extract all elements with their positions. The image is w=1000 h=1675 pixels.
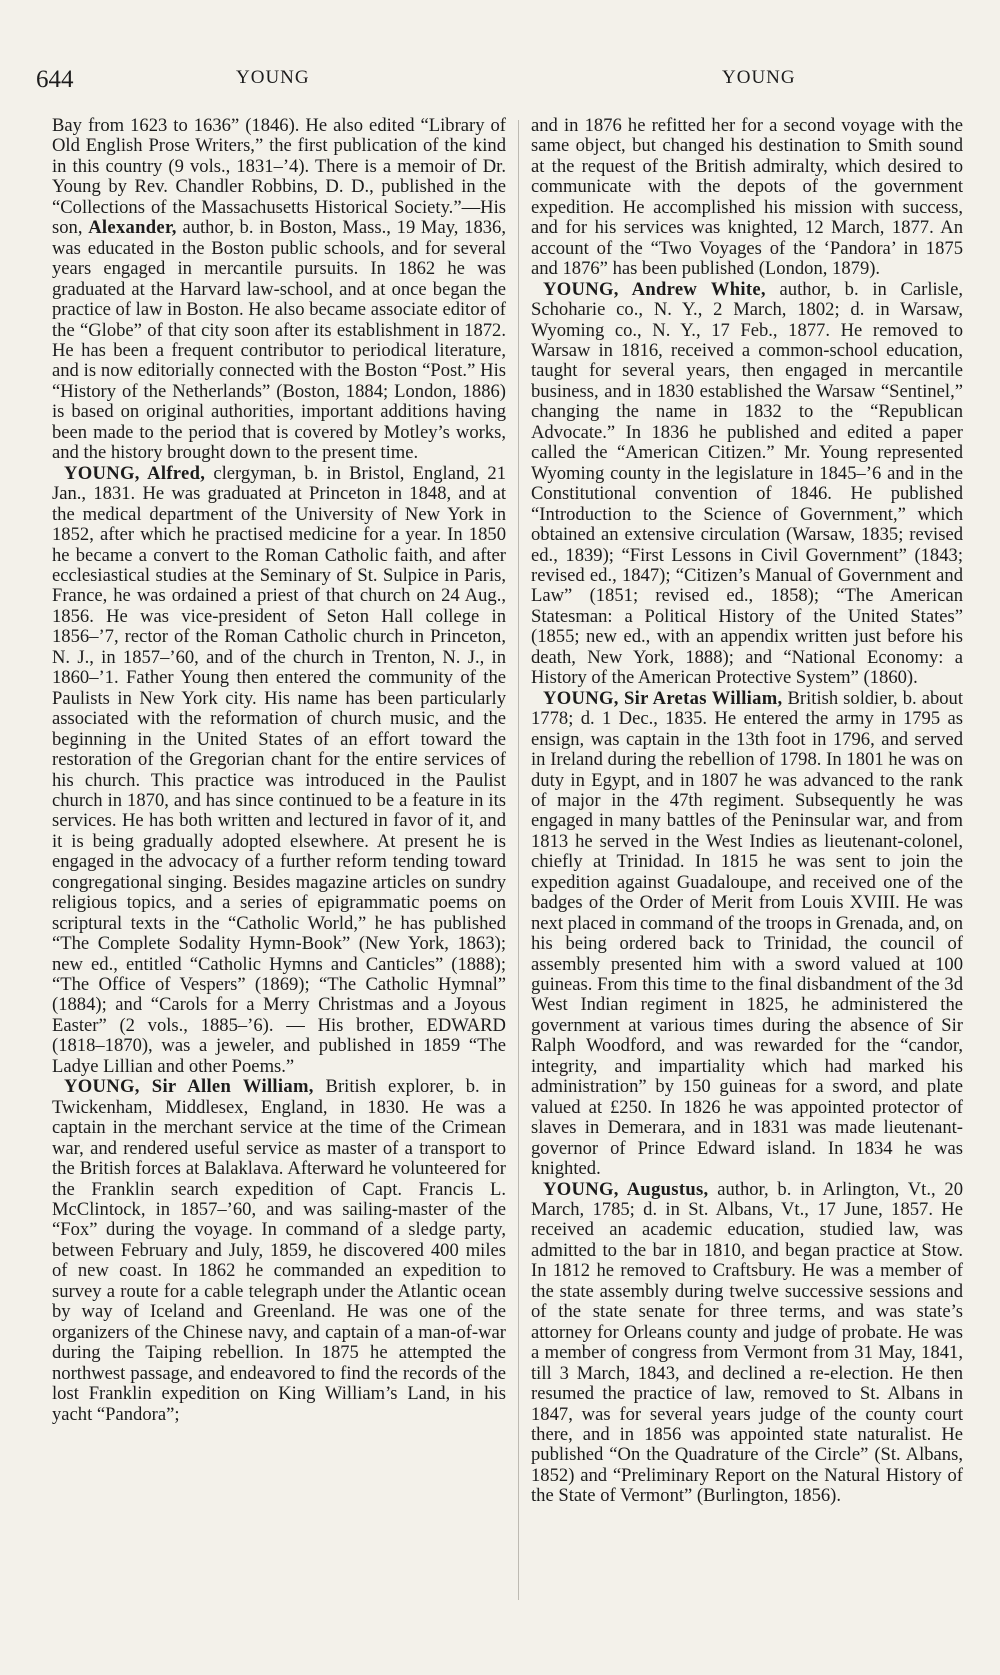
entry-text: author, b. in Boston, Mass., 19 May, 1836, was educated in the Boston public schools, and for several years engaged in mercantile pursuits. In 1862 he was graduated at the Harvard law-school, and at once began the practice of law in Boston. He also became associate editor of the “Globe” of that city soon after its establishment in 1872. He has been a frequent contributor to periodical literature, and is now editorially connected with the Boston “Post.” His “History of the Netherlands” (Boston, 1884; London, 1886) is based on original authorities, important additions having been made to the period that is covered by Motley’s works, and the history brought down to the present time. <box>52 217 506 464</box>
entry-headword: YOUNG, Alfred, <box>64 462 206 484</box>
entry-text: author, b. in Carlisle, Schoharie co., N. Y., 2 March, 1802; d. in Warsaw, Wyoming co., N. Y., 17 Feb., 1877. He removed to Warsaw in 1816, received a common-school education, taught for several years, then engaged in mercantile business, and in 1830 established the Warsaw “Sentinel,” changing the name in 1832 to the “Republican Advocate.” In 1836 he published and edited a paper called the “American Citizen.” Mr. Young represented Wyoming county in the legislature in 1845–’6 and in the Constitutional convention of 1846. He published “Introduction to the Science of Government,” which obtained an extensive circulation (Warsaw, 1835; revised ed., 1839); “First Lessons in Civil Government” (1843; revised ed., 1847); “Citizen’s Manual of Government and Law” (1851; revised ed., 1858); “The American Statesman: a Political History of the United States” (1855; new ed., with an appendix written just before his death, New York, 1888); and “National Economy: a History of the American Protective System” (1860). <box>531 278 963 689</box>
page-number: 644 <box>36 66 74 93</box>
entry-text: Bay from 1623 to 1636” (1846). He also edited “Library of Old English Prose Writers,” the first publication of the kind in this country (9 vols., 1831–’4). There is a memoir of Dr. Young by Rev. Chandler Robbins, D. D., published in the “Collections of the Massachusetts Historical Society.”—His son, <box>52 116 506 239</box>
left-running-head: YOUNG <box>236 67 310 88</box>
entry-continuation <box>531 116 963 280</box>
entry-young-alfred <box>52 464 506 1078</box>
entry-name-alexander: Alexander, <box>88 217 177 239</box>
entry-young-aretas-william <box>531 689 963 1180</box>
left-column <box>52 116 506 1666</box>
entry-headword: YOUNG, Augustus, <box>543 1178 709 1200</box>
column-divider <box>518 120 519 1600</box>
running-header <box>36 60 966 100</box>
entry-young-allen-william <box>52 1077 506 1425</box>
entry-text: clergyman, b. in Bristol, England, 21 Jan., 1831. He was graduated at Princeton in 1848, and at the medical department of the University of New York in 1852, after which he practised medicine for a year. In 1850 he became a convert to the Roman Catholic faith, and after ecclesiastical studies at the Seminary of St. Sulpice in Paris, France, he was ordained a priest of that church on 24 Aug., 1856. He was vice-president of Seton Hall college in 1856–’7, rector of the Roman Catholic church in Princeton, N. J., in 1857–’60, and of the church in Trenton, N. J., in 1860–’1. Father Young then entered the community of the Paulists in New York city. His name has been particularly associated with the reformation of church music, and the beginning in the United States of an effort toward the restoration of the Gregorian chant for the entire services of his church. This practice was introduced in the Paulist church in 1870, and has since continued to be a feature in its services. He has both written and lectured in favor of it, and it is being gradually adopted elsewhere. At present he is engaged in the advocacy of a further reform tending toward congregational singing. Besides magazine articles on sundry religious topics, and a series of epigrammatic poems on scriptural texts in the “Catholic World,” he has published “The Complete Sodality Hymn-Book” (New York, 1863); new ed., entitled “Catholic Hymns and Canticles” (1888); “The Office of Vespers” (1869); “The Catholic Hymnal” (1884); and “Carols for a Merry Christmas and a Joyous Easter” (2 vols., 1885–’6). — His brother, EDWARD (1818–1870), was a jeweler, and published in 1859 “The Ladye Lillian and other Poems.” <box>52 462 506 1077</box>
entry-headword: YOUNG, Sir Aretas William, <box>543 687 783 709</box>
entry-text: British soldier, b. about 1778; d. 1 Dec., 1835. He entered the army in 1795 as ensign, was captain in the 13th foot in 1796, and served in Ireland during the rebellion of 1798. In 1801 he was on duty in Egypt, and in 1807 he was advanced to the rank of major in the 47th regiment. Subsequently he was engaged in many battles of the Peninsular war, and from 1813 he served in the West Indies as lieutenant-colonel, chiefly at Trinidad. In 1815 he was sent to join the expedition against Guadaloupe, and received one of the badges of the Order of Merit from Louis XVIII. He was next placed in command of the troops in Grenada, and, on his being ordered back to Trinidad, the council of assembly presented him with a sword valued at 100 guineas. From this time to the final disbandment of the 3d West Indian regiment in 1825, he administered the government at various times during the absence of Sir Ralph Woodford, and was rewarded for the “candor, integrity, and impartiality which had marked his administration” by 150 guineas for a sword, and plate valued at £250. In 1826 he was appointed protector of slaves in Demerara, and in 1831 was made lieutenant-governor of Prince Edward island. In 1834 he was knighted. <box>531 687 963 1180</box>
entry-text: British explorer, b. in Twickenham, Middlesex, England, in 1830. He was a captain in the merchant service at the time of the Crimean war, and rendered useful service as master of a transport to the British forces at Balaklava. Afterward he volunteered for the Franklin search expedition of Capt. Francis L. McClintock, in 1857–’60, and was sailing-master of the “Fox” during the voyage. In command of a sledge party, between February and July, 1859, he discovered 400 miles of new coast. In 1862 he commanded an expedition to survey a route for a cable telegraph under the Atlantic ocean by way of Iceland and Greenland. He was one of the organizers of the Chinese navy, and captain of a man-of-war during the Taiping rebellion. In 1875 he attempted the northwest passage, and endeavored to find the records of the lost Franklin expedition on King William’s Land, in his yacht “Pandora”; <box>52 1076 506 1425</box>
entry-text: and in 1876 he refitted her for a second voyage with the same object, but changed his destination to Smith sound at the request of the British admiralty, which desired to communicate with the depots of the government expedition. He accomplished his mission with success, and for his services was knighted, 12 March, 1877. An account of the “Two Voyages of the ‘Pandora’ in 1875 and 1876” has been published (London, 1879). <box>531 116 963 280</box>
entry-young-andrew-white <box>531 280 963 689</box>
right-running-head: YOUNG <box>722 67 796 88</box>
entry-text: author, b. in Arlington, Vt., 20 March, 1785; d. in St. Albans, Vt., 17 June, 1857. He received an academic education, studied law, was admitted to the bar in 1810, and began practice at Stow. In 1812 he removed to Craftsbury. He was a member of the state assembly during twelve successive sessions and of the state senate for three terms, and was state’s attorney for Orleans county and judge of probate. He was a member of congress from Vermont from 31 May, 1841, till 3 March, 1843, and declined a re-election. He then resumed the practice of law, removed to St. Albans in 1847, was for several years judge of the county court there, and in 1856 was appointed state naturalist. He published “On the Quadrature of the Circle” (St. Albans, 1852) and “Preliminary Report on the Natural History of the State of Vermont” (Burlington, 1856). <box>531 1178 963 1507</box>
entry-headword: YOUNG, Sir Allen William, <box>64 1076 314 1098</box>
entry-headword: YOUNG, Andrew White, <box>543 278 766 300</box>
entry-young-augustus <box>531 1180 963 1507</box>
right-column <box>531 116 963 1666</box>
entry-continuation <box>52 116 506 464</box>
